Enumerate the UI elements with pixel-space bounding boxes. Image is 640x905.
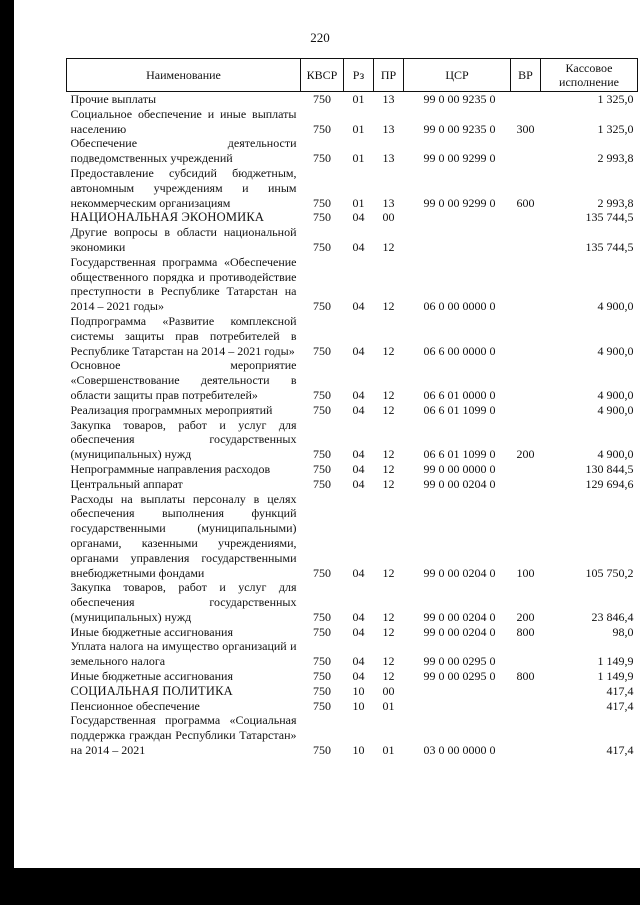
cell-csr: 06 6 01 1099 0 [423, 447, 496, 462]
cell-rz: 04 [352, 387, 365, 402]
cell-name: Иные бюджетные ассигнования [70, 624, 233, 639]
column-header-name: Наименование [67, 59, 301, 92]
cell-name: Реализация программных мероприятий [70, 402, 273, 417]
cell-csr: 99 0 00 9235 0 [423, 121, 496, 136]
cell-amount: 1 325,0 [597, 121, 634, 136]
cell-name: Уплата налога на имущество организаций и земельного налога [70, 639, 297, 669]
cell-amount: 2 993,8 [597, 151, 634, 166]
cell-amount: 130 844,5 [585, 461, 634, 476]
cell-name: Обеспечение деятельности подведомственных учреждений [70, 136, 297, 166]
cell-name: Другие вопросы в области национальной экономики [70, 225, 297, 254]
cell-kvsr: 750 [313, 402, 331, 417]
cell-rz: 04 [352, 654, 365, 669]
cell-amount: 98,0 [612, 624, 634, 639]
cell-amount: 1 149,9 [597, 654, 634, 669]
cell-name: Прочие выплаты [70, 92, 157, 106]
cell-kvsr: 750 [313, 210, 331, 225]
cell-pr: 12 [382, 476, 395, 491]
column-header-pr: ПР [374, 59, 404, 92]
cell-pr: 13 [382, 151, 395, 166]
cell-name: Расходы на выплаты персоналу в целях обеспечения выполнения функций государственными (муниципальными) органами, казенными учреждениями, органами управления государственными внебюджетными фондами [70, 491, 297, 580]
cell-rz: 04 [352, 402, 365, 417]
cell-amount: 417,4 [606, 698, 634, 713]
cell-csr: 99 0 00 0204 0 [423, 476, 496, 491]
cell-pr: 12 [382, 239, 395, 254]
cell-kvsr: 750 [313, 121, 331, 136]
cell-kvsr: 750 [313, 151, 331, 166]
cell-csr [404, 699, 511, 714]
cell-rz: 04 [352, 669, 365, 684]
cell-rz: 04 [352, 210, 365, 225]
cell-vr [511, 699, 541, 714]
table-row [67, 580, 638, 624]
cell-kvsr: 750 [313, 669, 331, 684]
cell-csr: 99 0 00 9299 0 [423, 151, 496, 166]
column-header-csr: ЦСР [404, 59, 511, 92]
cell-amount: 4 900,0 [597, 299, 634, 314]
cell-rz: 10 [352, 698, 365, 713]
cell-rz: 01 [352, 195, 365, 210]
cell-kvsr: 750 [313, 565, 331, 580]
cell-kvsr: 750 [313, 476, 331, 491]
table-row [67, 713, 638, 757]
cell-pr: 13 [382, 195, 395, 210]
table-row [67, 477, 638, 492]
cell-pr: 13 [382, 92, 395, 106]
table-row [67, 166, 638, 210]
cell-amount: 417,4 [606, 683, 634, 698]
cell-name: Подпрограмма «Развитие комплексной системы защиты прав потребителей в Республике Татарстан на 2014 – 2021 годы» [70, 313, 297, 358]
table-row [67, 255, 638, 314]
cell-amount: 129 694,6 [585, 476, 634, 491]
cell-amount: 135 744,5 [585, 239, 634, 254]
column-header-kvsr: КВСР [301, 59, 344, 92]
cell-pr: 12 [382, 609, 395, 624]
cell-kvsr: 750 [313, 654, 331, 669]
cell-csr [404, 210, 511, 225]
cell-vr [511, 477, 541, 492]
table-row [67, 625, 638, 640]
cell-kvsr: 750 [313, 387, 331, 402]
table-row [67, 403, 638, 418]
cell-csr: 99 0 00 9235 0 [423, 92, 496, 106]
table-row [67, 358, 638, 402]
cell-csr: 06 6 01 1099 0 [423, 402, 496, 417]
cell-vr [511, 255, 541, 314]
scan-left-border [0, 0, 14, 905]
table-row [67, 639, 638, 669]
table-row [67, 492, 638, 581]
cell-vr [511, 713, 541, 757]
cell-pr: 12 [382, 624, 395, 639]
cell-pr: 12 [382, 299, 395, 314]
cell-pr: 12 [382, 669, 395, 684]
cell-name: Иные бюджетные ассигнования [70, 669, 233, 684]
cell-rz: 10 [352, 683, 365, 698]
cell-kvsr: 750 [313, 195, 331, 210]
section-row [67, 210, 638, 225]
cell-kvsr: 750 [313, 624, 331, 639]
cell-name: Государственная программа «Обеспечение общественного порядка и противодействие преступности в Республике Татарстан на 2014 – 2021 годы» [70, 254, 297, 314]
page-number: 220 [310, 30, 330, 45]
budget-table [66, 58, 638, 758]
cell-vr: 800 [516, 624, 535, 639]
cell-pr: 12 [382, 343, 395, 358]
cell-amount: 23 846,4 [591, 609, 634, 624]
column-header-execution: Кассовое исполнение [541, 59, 638, 92]
cell-csr: 06 6 01 0000 0 [423, 387, 496, 402]
cell-vr [511, 136, 541, 166]
cell-vr: 100 [516, 565, 535, 580]
cell-vr [511, 92, 541, 107]
cell-name: Государственная программа «Социальная поддержка граждан Республики Татарстан» на 2014 – 2021 [70, 713, 297, 758]
cell-vr [511, 403, 541, 418]
cell-rz: 04 [352, 476, 365, 491]
cell-name: Социальное обеспечение и иные выплаты населению [70, 106, 297, 136]
cell-pr: 01 [382, 743, 395, 758]
cell-rz: 01 [352, 151, 365, 166]
cell-vr [511, 210, 541, 225]
cell-csr: 99 0 00 0295 0 [423, 654, 496, 669]
cell-rz: 01 [352, 121, 365, 136]
cell-name: НАЦИОНАЛЬНАЯ ЭКОНОМИКА [70, 210, 265, 225]
cell-csr: 03 0 00 0000 0 [423, 743, 496, 758]
cell-name: Пенсионное обеспечение [70, 698, 200, 713]
cell-kvsr: 750 [313, 609, 331, 624]
cell-name: Закупка товаров, работ и услуг для обеспечения государственных (муниципальных) нужд [70, 580, 297, 624]
cell-amount: 1 325,0 [597, 92, 634, 106]
cell-rz: 04 [352, 447, 365, 462]
column-header-rz: Рз [344, 59, 374, 92]
cell-csr: 06 6 00 0000 0 [423, 343, 496, 358]
cell-pr: 12 [382, 387, 395, 402]
cell-rz: 04 [352, 343, 365, 358]
cell-name: Непрограммные направления расходов [70, 461, 271, 476]
cell-name: Основное мероприятие «Совершенствование деятельности в области защиты прав потребителей» [70, 358, 297, 402]
cell-pr: 12 [382, 402, 395, 417]
cell-csr: 99 0 00 9299 0 [423, 195, 496, 210]
cell-amount: 417,4 [606, 743, 634, 758]
cell-vr [511, 314, 541, 358]
cell-kvsr: 750 [313, 239, 331, 254]
cell-name: СОЦИАЛЬНАЯ ПОЛИТИКА [70, 683, 233, 698]
cell-amount: 2 993,8 [597, 195, 634, 210]
cell-name: Центральный аппарат [70, 476, 183, 491]
scan-bottom-border [0, 868, 640, 905]
table-body [67, 92, 638, 758]
cell-csr: 99 0 00 0204 0 [423, 565, 496, 580]
cell-rz: 04 [352, 565, 365, 580]
cell-amount: 4 900,0 [597, 387, 634, 402]
cell-csr: 99 0 00 0204 0 [423, 609, 496, 624]
cell-name: Закупка товаров, работ и услуг для обеспечения государственных (муниципальных) нужд [70, 417, 297, 462]
cell-vr [511, 462, 541, 477]
cell-csr: 99 0 00 0000 0 [423, 461, 496, 476]
cell-vr [511, 225, 541, 255]
cell-csr [404, 684, 511, 699]
cell-kvsr: 750 [313, 92, 331, 106]
table-row [67, 314, 638, 358]
cell-rz: 04 [352, 239, 365, 254]
cell-kvsr: 750 [313, 743, 331, 758]
cell-vr: 300 [516, 121, 535, 136]
cell-kvsr: 750 [313, 447, 331, 462]
cell-amount: 1 149,9 [597, 669, 634, 684]
section-row [67, 684, 638, 699]
table-row [67, 699, 638, 714]
table-row [67, 462, 638, 477]
table-row [67, 107, 638, 137]
cell-kvsr: 750 [313, 299, 331, 314]
cell-rz: 04 [352, 299, 365, 314]
cell-vr: 200 [516, 609, 535, 624]
cell-pr: 12 [382, 447, 395, 462]
cell-amount: 4 900,0 [597, 343, 634, 358]
column-header-vr: ВР [511, 59, 541, 92]
cell-kvsr: 750 [313, 343, 331, 358]
cell-vr [511, 639, 541, 669]
table-row [67, 418, 638, 462]
cell-amount: 105 750,2 [585, 565, 634, 580]
cell-rz: 04 [352, 609, 365, 624]
table-row [67, 92, 638, 107]
cell-rz: 01 [352, 92, 365, 106]
table-row [67, 669, 638, 684]
cell-amount: 4 900,0 [597, 447, 634, 462]
cell-csr: 99 0 00 0295 0 [423, 669, 496, 684]
cell-pr: 13 [382, 121, 395, 136]
cell-vr [511, 684, 541, 699]
cell-pr: 01 [382, 698, 395, 713]
cell-csr: 99 0 00 0204 0 [423, 624, 496, 639]
cell-vr [511, 358, 541, 402]
cell-vr: 200 [516, 447, 535, 462]
cell-csr [404, 225, 511, 255]
table-row [67, 225, 638, 255]
cell-vr: 600 [516, 195, 535, 210]
cell-amount: 4 900,0 [597, 402, 634, 417]
cell-name: Предоставление субсидий бюджетным, автономным учреждениям и иным некоммерческим организациям [70, 165, 297, 210]
table-row [67, 136, 638, 166]
cell-pr: 00 [382, 683, 395, 698]
cell-csr: 06 0 00 0000 0 [423, 299, 496, 314]
table-header-row [67, 59, 638, 92]
cell-pr: 12 [382, 565, 395, 580]
cell-kvsr: 750 [313, 698, 331, 713]
cell-rz: 04 [352, 461, 365, 476]
cell-pr: 12 [382, 654, 395, 669]
cell-rz: 10 [352, 743, 365, 758]
cell-pr: 00 [382, 210, 395, 225]
cell-vr: 800 [516, 669, 535, 684]
cell-kvsr: 750 [313, 461, 331, 476]
cell-kvsr: 750 [313, 683, 331, 698]
cell-pr: 12 [382, 461, 395, 476]
cell-amount: 135 744,5 [585, 210, 634, 225]
budget-table-container [66, 58, 637, 758]
cell-rz: 04 [352, 624, 365, 639]
